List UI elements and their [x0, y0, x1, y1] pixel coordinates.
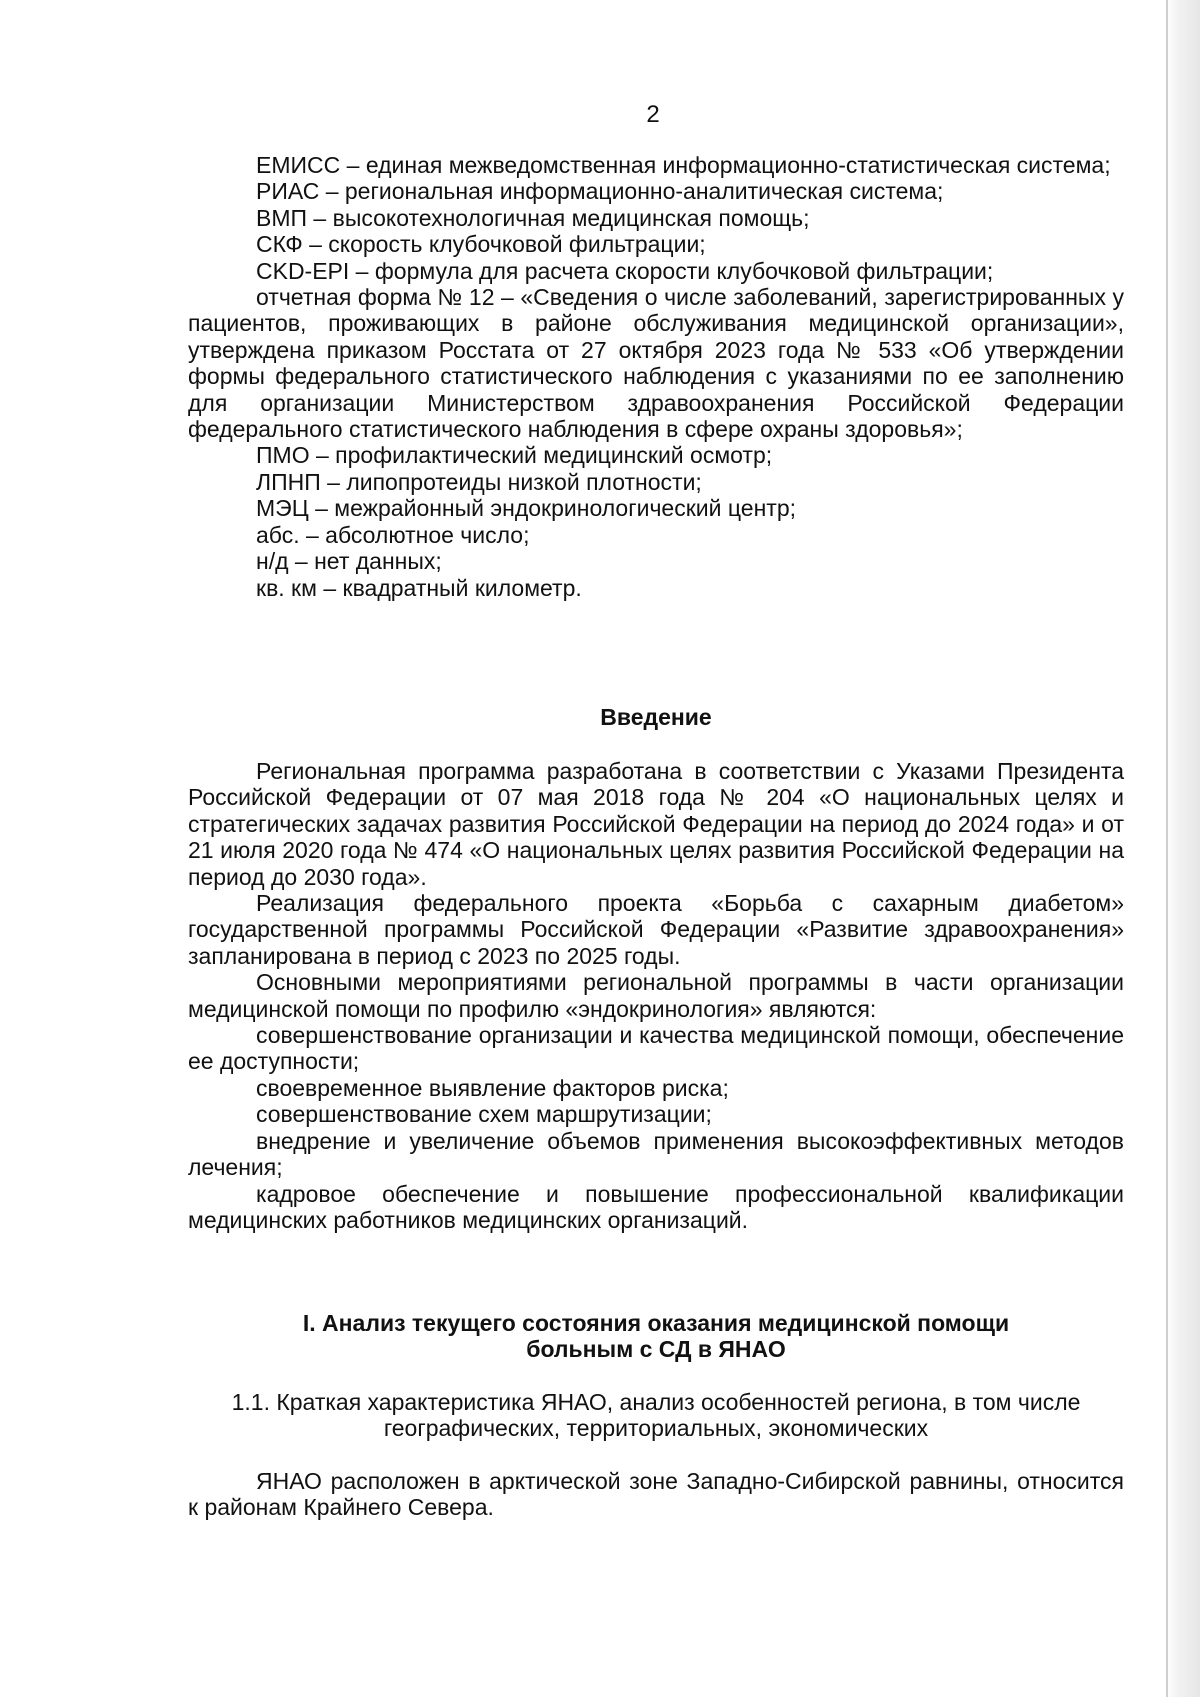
abbreviation-item: ПМО – профилактический медицинский осмотр;: [256, 442, 773, 469]
abbreviation-item: кв. км – квадратный километр.: [256, 574, 582, 601]
intro-heading: Введение: [600, 704, 712, 730]
abbreviation-item: СКФ – скорость клубочковой фильтрации;: [256, 231, 706, 258]
intro-paragraph: Реализация федерального проекта «Борьба с сахарным диабетом» государственной программы Российской Федерации «Развитие здравоохранения» запланирована в период с 2023 по 2025 годы.: [188, 890, 1124, 969]
intro-paragraph: Региональная программа разработана в соответствии с Указами Президента Российской Федерации от 07 мая 2018 года № 204 «О национальных целях и стратегических задачах развития Российской Федерации на период до 2024 года» и от 21 июля 2020 года № 474 «О национальных целях развития Российской Федерации на период до 2030 года».: [188, 758, 1124, 890]
abbreviation-item: ВМП – высокотехнологичная медицинская помощь;: [256, 204, 810, 231]
subsection-heading: [188, 1389, 1124, 1442]
section-heading-line: больным с СД в ЯНАО: [526, 1336, 786, 1363]
abbreviations-list: [188, 152, 1124, 601]
intro-paragraph: Основными мероприятиями региональной программы в части организации медицинской помощи по профилю «эндокринология» являются:: [188, 969, 1124, 1022]
section-heading: [188, 1310, 1124, 1363]
scan-edge-shadow: [1166, 0, 1200, 1697]
intro-list-item: внедрение и увеличение объемов применения высокоэффективных методов лечения;: [188, 1127, 1124, 1181]
intro-list-item: своевременное выявление факторов риска;: [256, 1074, 729, 1101]
region-section: [188, 1468, 1124, 1521]
abbreviation-item: ЛПНП – липопротеиды низкой плотности;: [256, 468, 702, 495]
abbreviation-item: отчетная форма № 12 – «Сведения о числе заболеваний, зарегистрированных у пациентов, проживающих в районе обслуживания медицинской организации», утверждена приказом Росстата от 27 октября 2023 года № 533 «Об утверждении формы федерального статистического наблюдения с указаниями по ее заполнению для организации Министерством здравоохранения Российской Федерации федерального статистического наблюдения в сфере охраны здоровья»;: [188, 284, 1124, 443]
scan-edge-line: [1166, 0, 1168, 1697]
abbreviation-item: CKD-EPI – формула для расчета скорости клубочковой фильтрации;: [256, 257, 994, 284]
abbreviation-item: РИАС – региональная информационно-аналитическая система;: [256, 178, 944, 205]
subsection-heading-line: географических, территориальных, экономических: [383, 1415, 929, 1442]
abbreviation-item: ЕМИСС – единая межведомственная информационно-статистическая система;: [256, 152, 1111, 178]
abbreviation-item: абс. – абсолютное число;: [256, 521, 530, 548]
intro-list-item: совершенствование схем маршрутизации;: [256, 1101, 712, 1128]
intro-section: [188, 758, 1124, 1233]
region-paragraph: ЯНАО расположен в арктической зоне Западно-Сибирской равнины, относится к районам Крайнего Севера.: [188, 1468, 1124, 1521]
page-number: 2: [646, 101, 660, 128]
section-heading-line: I. Анализ текущего состояния оказания медицинской помощи: [302, 1310, 1010, 1336]
intro-list-item: совершенствование организации и качества медицинской помощи, обеспечение ее доступности;: [188, 1022, 1124, 1075]
abbreviation-item: н/д – нет данных;: [256, 548, 442, 575]
intro-list-item: кадровое обеспечение и повышение профессиональной квалификации медицинских работников медицинских организаций.: [188, 1180, 1124, 1233]
abbreviation-item: МЭЦ – межрайонный эндокринологический центр;: [256, 495, 796, 522]
subsection-heading-line: 1.1. Краткая характеристика ЯНАО, анализ особенностей региона, в том числе: [231, 1389, 1081, 1415]
